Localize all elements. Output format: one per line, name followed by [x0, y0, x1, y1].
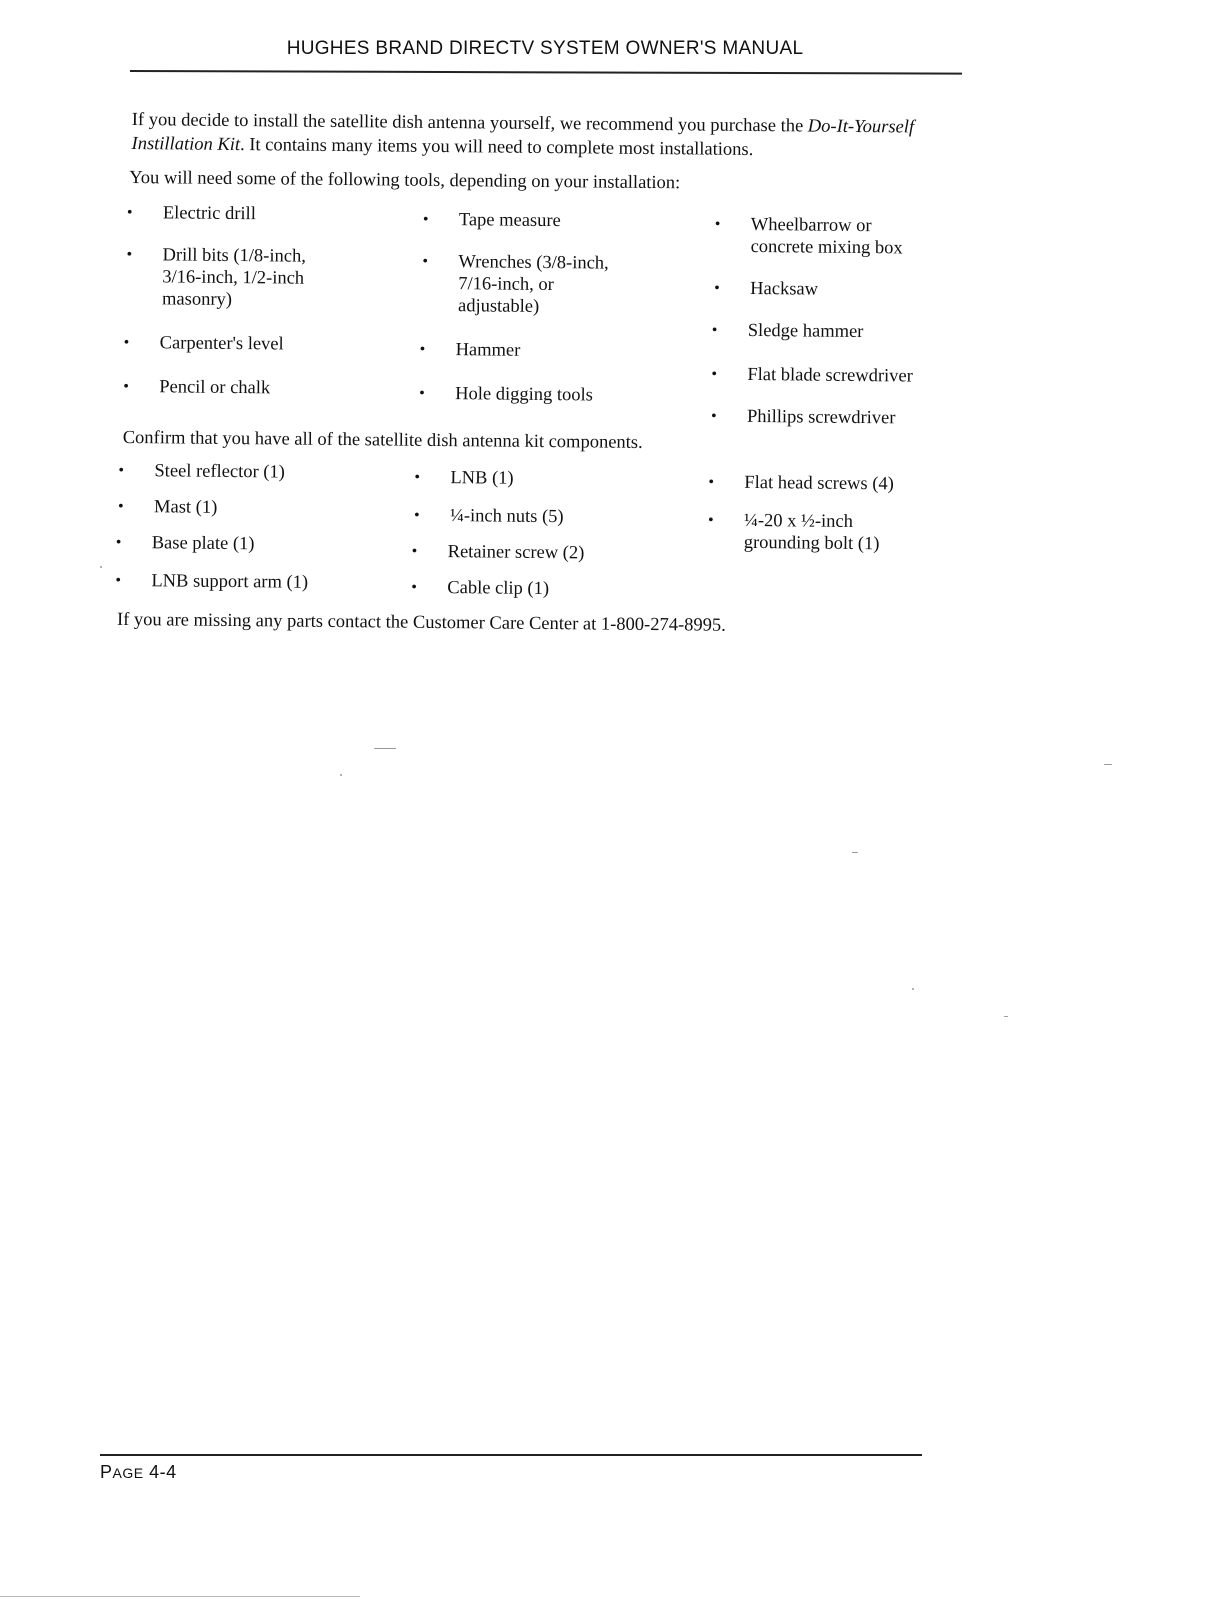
scan-speck: [100, 566, 102, 568]
bullet: •: [422, 252, 429, 270]
tools-lead: You will need some of the following tools, depending on your installation:: [129, 167, 681, 194]
component-item-label: Retainer screw (2): [447, 542, 585, 564]
component-item-label: Mast (1): [153, 497, 218, 518]
page-header-title: HUGHES BRAND DIRECTV SYSTEM OWNER'S MANUAL: [286, 38, 804, 59]
scan-speck: [1004, 1016, 1008, 1017]
bullet: •: [414, 468, 421, 486]
bullet: •: [707, 511, 714, 529]
tool-item-label: Tape measure: [458, 210, 561, 232]
bullet: •: [714, 215, 721, 233]
bullet: •: [708, 473, 715, 491]
scan-speck: [340, 774, 342, 776]
component-item-label: ¼-20 x ½-inch grounding bolt (1): [743, 510, 880, 555]
bullet: •: [422, 210, 429, 228]
component-item-label: LNB support arm (1): [151, 571, 309, 593]
bullet: •: [115, 571, 122, 589]
components-lead: Confirm that you have all of the satellite dish antenna kit components.: [122, 427, 643, 453]
component-item-label: Cable clip (1): [447, 578, 550, 600]
intro-paragraph: [131, 108, 971, 164]
tool-item-label: Wheelbarrow or concrete mixing box: [750, 214, 903, 259]
tool-item-label: Pencil or chalk: [159, 377, 271, 399]
component-item-label: Flat head screws (4): [744, 472, 894, 495]
page-word-rest: AGE: [112, 1465, 144, 1481]
page-body: [0, 0, 1224, 710]
kit-name: Do-It-Yourself Instillation Kit: [131, 116, 915, 156]
tool-item-label: Sledge hammer: [747, 320, 864, 343]
bullet: •: [413, 506, 420, 524]
tool-item-label: Wrenches (3/8-inch, 7/16-inch, or adjustable): [457, 252, 609, 317]
bullet: •: [419, 384, 425, 402]
bullet: •: [411, 542, 418, 560]
bullet: •: [123, 377, 129, 396]
bullet: •: [710, 407, 717, 425]
tool-item-label: Flat blade screwdriver: [747, 364, 913, 387]
tool-item-label: Electric drill: [162, 203, 256, 225]
component-item-label: Steel reflector (1): [154, 461, 285, 483]
scan-speck: [1104, 764, 1112, 765]
footer-rule: [100, 1454, 922, 1456]
tool-item-label: Hole digging tools: [455, 384, 594, 406]
bullet: •: [711, 321, 718, 339]
component-item-label: ¼-inch nuts (5): [449, 506, 564, 528]
page-word-initial: P: [100, 1462, 113, 1482]
tool-item-label: Hacksaw: [750, 278, 819, 300]
page-number-label: [100, 1462, 177, 1483]
scan-speck: [374, 748, 396, 749]
bullet: •: [714, 279, 720, 297]
bullet: •: [711, 365, 718, 383]
tool-item-label: Drill bits (1/8-inch, 3/16-inch, 1/2-inch masonry): [161, 245, 306, 310]
intro-text-after: . It contains many items you will need to complete most installations.: [239, 135, 754, 160]
missing-parts-note: If you are missing any parts contact the Customer Care Center at 1-800-274-8995.: [116, 609, 726, 636]
bullet: •: [419, 340, 426, 358]
bullet: •: [411, 578, 418, 596]
tool-item-label: Phillips screwdriver: [746, 406, 896, 429]
intro-text-before: If you decide to install the satellite dish antenna yourself, we recommend you purchase the: [131, 110, 808, 137]
scan-speck: [912, 988, 914, 990]
tool-item-label: Hammer: [455, 340, 521, 361]
bullet: •: [126, 203, 133, 222]
scan-speck: [852, 852, 858, 853]
component-item-label: Base plate (1): [151, 533, 255, 555]
component-item-label: LNB (1): [450, 468, 514, 489]
bullet: •: [115, 533, 122, 551]
bullet: •: [118, 461, 125, 479]
bullet: •: [126, 245, 133, 264]
page-number: 4-4: [149, 1462, 177, 1482]
bullet: •: [118, 497, 124, 515]
tool-item-label: Carpenter's level: [159, 333, 284, 355]
scan-edge-line: [0, 1596, 360, 1597]
bullet: •: [123, 333, 130, 352]
